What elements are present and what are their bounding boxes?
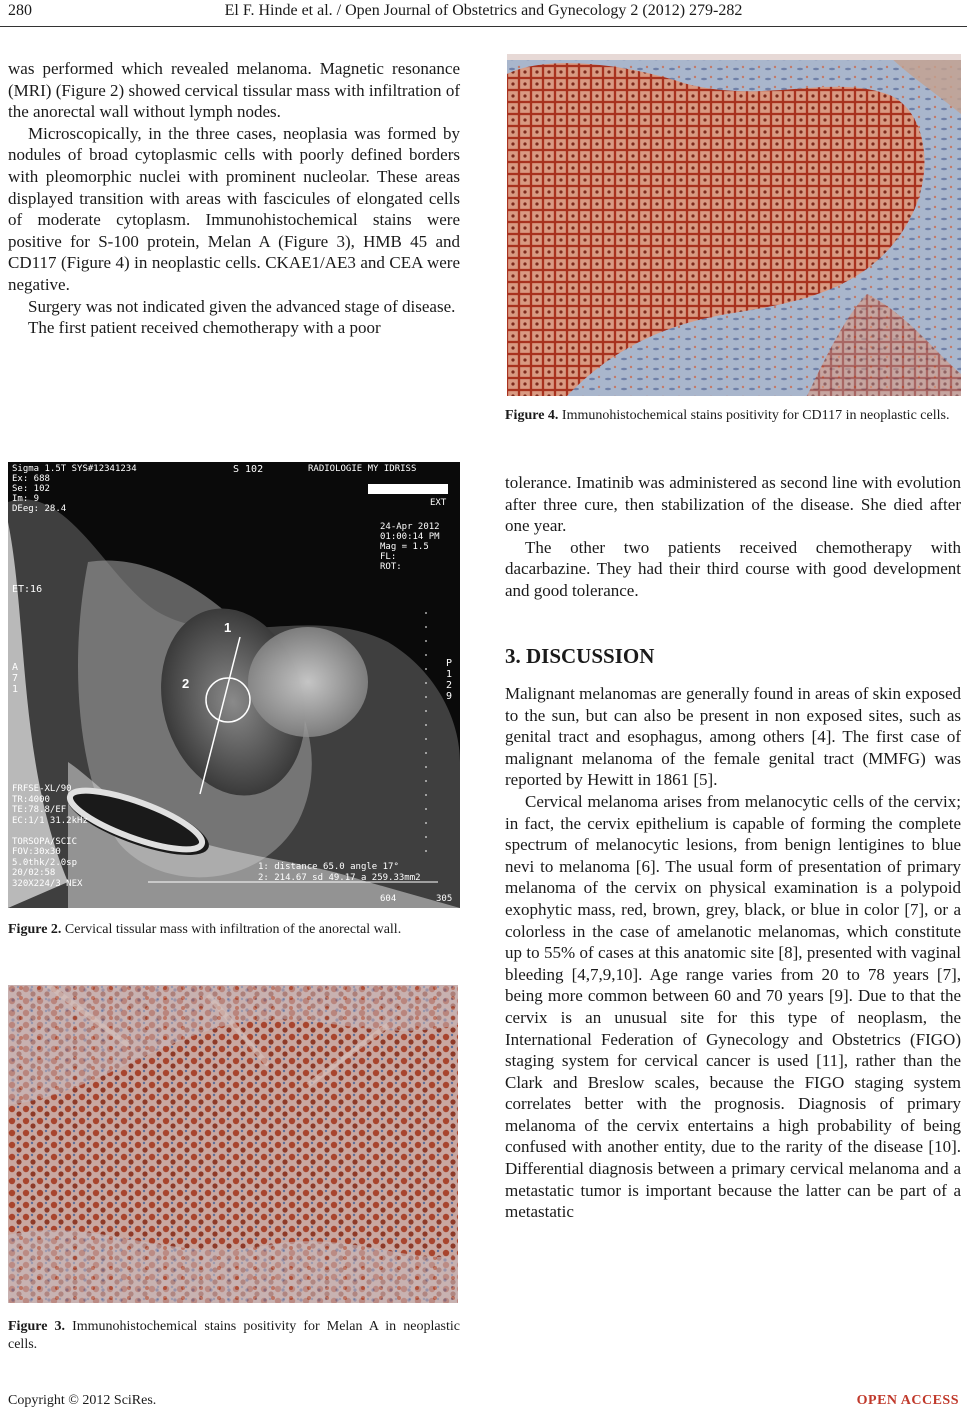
figure-2-caption: [8, 921, 460, 939]
paragraph: Microscopically, in the three cases, neoplasia was formed by nodules of broad cytoplasmic cells with poorly defined borders with pleomorphic nuclei with prominent nucleolar. These areas displayed transition with areas with fascicules of elongated cells of moderate cytoplasm. Immunohistochemical stains were positive for S-100 protein, Melan A (Figure 3), HMB 45 and CD117 (Figure 4) in neoplastic cells. CKAE1/AE3 and CEA were negative.: [8, 123, 460, 294]
mri-time: 01:00:14 PM: [380, 532, 440, 542]
mri-measure-1: 1: distance 65.0 angle 17°: [258, 862, 399, 872]
figure-3-caption: [8, 1318, 460, 1354]
mri-info-line: TE:78.8/EF: [12, 805, 67, 815]
figure-4-caption: [505, 407, 961, 425]
caption-text: Cervical tissular mass with infiltration of the anorectal wall.: [61, 922, 402, 937]
mri-info-line: 5.0thk/2.0sp: [12, 857, 78, 868]
left-column-text: [8, 58, 460, 339]
mri-exam: EXT: [430, 498, 447, 508]
mri-measurements: [258, 862, 421, 884]
copyright: Copyright © 2012 SciRes.: [8, 1393, 157, 1408]
paragraph: Malignant melanomas are generally found in areas of skin exposed to the sun, but can also be present in non exposed sites, such as genital tract and esophagus, among others [4]. The first case of malignant melanoma of the female genital tract (MMFG) was reported by Hewitt in 1861 [5].: [505, 684, 961, 790]
mri-top-left-info: [12, 464, 137, 514]
running-title: El F. Hinde et al. / Open Journal of Obstetrics and Gynecology 2 (2012) 279-282: [224, 2, 743, 19]
mri-orient-num: 129: [446, 669, 453, 702]
mri-slice: S 102: [233, 464, 264, 475]
mri-orient-label: P: [446, 658, 453, 669]
mri-bottom-left-info: [12, 784, 88, 889]
figure-2-mri-image: [8, 462, 460, 908]
figure-label: Figure 2.: [8, 922, 62, 937]
section-heading: 3. DISCUSSION: [505, 644, 655, 668]
mri-info-line: Se: 102: [12, 484, 50, 494]
paragraph: Surgery was not indicated given the advanced stage of disease.: [28, 296, 456, 316]
mri-info-line: FOV:30x30: [12, 847, 61, 857]
mri-info-line: TR:4000: [12, 794, 50, 805]
mri-marker-1: 1: [224, 620, 232, 635]
mri-orient-label: A: [12, 662, 19, 673]
mri-info-line: DEeg: 28.4: [12, 504, 67, 514]
mri-info-line: EC:1/1 31.2kHz: [12, 815, 88, 826]
figure-4-histology-image: [507, 54, 961, 396]
mri-info-line: 20/02:58: [12, 868, 56, 878]
mri-date: 24-Apr 2012: [380, 522, 440, 532]
mri-info-line: Ex: 688: [12, 474, 50, 484]
histology-image-svg: [8, 985, 458, 1303]
figure-3-histology-image: [8, 985, 458, 1303]
mri-info-line: FRFSE-XL/90: [12, 784, 72, 794]
mri-marker-2: 2: [182, 676, 190, 691]
paragraph: Cervical melanoma arises from melanocytic cells of the cervix; in fact, the cervix epithelium is capable of forming the complete spectrum of melanocytic lesions, from benign lentigines to blue nevi to melanoma [6]. The usual form of presentation of primary melanoma of the cervix on physical examination is a polypoid exophytic mass, red, brown, grey, black, or blue in color [7], or a colorless in the case of amelanotic melanomas, which constitute up to 55% of cases at this anatomic site [8], presented with vaginal bleeding [4,7,9,10]. Age range varies from 20 to 78 years [7], being more common between 60 and 70 years [9]. Due to that the cervix is an unusual site for this type of neoplasm, the International Federation of Gynecology and Obstetrics (FIGO) staging system for cervical cancer is used [11], rather than the Clark and Breslow scales, because the FIGO staging system correlates better with the prognosis. Diagnosis of primary melanoma of the cervix entertains a high probability of being confused with another entity, due to the rarity of the disease [10]. Differential diagnosis between a primary cervical melanoma and a metastatic tumor is important because the latter can be part of a metastatic: [505, 791, 961, 1222]
mri-rot: ROT:: [380, 562, 402, 572]
mri-institution: RADIOLOGIE MY IDRISS: [308, 464, 417, 474]
mri-fl: FL:: [380, 552, 397, 562]
histology-image-svg: [507, 54, 961, 396]
page-number: 280: [8, 2, 32, 19]
mri-measure-2: 2: 214.67 sd 49.17 a 259.33mm2: [258, 873, 421, 883]
paragraph: was performed which revealed melanoma. Magnetic resonance (MRI) (Figure 2) showed cervical tissular mass with infiltration of the anorectal wall without lymph nodes.: [8, 59, 460, 122]
paragraph: tolerance. Imatinib was administered as second line with evolution after three cure, then stabilization of the disease. She died after one year.: [505, 473, 961, 536]
mri-orient-num: 71: [12, 673, 19, 695]
figure-label: Figure 4.: [505, 408, 559, 423]
mri-info-line: TORSOPA/SCIC: [12, 836, 78, 847]
mri-right-num: 305: [436, 894, 453, 904]
mri-info-line: [12, 826, 88, 837]
mri-mag: Mag = 1.5: [380, 542, 429, 552]
figure-label: Figure 3.: [8, 1319, 65, 1334]
paragraph: The other two patients received chemotherapy with dacarbazine. They had their third course with good development and good tolerance.: [505, 537, 961, 600]
paragraph: The first patient received chemotherapy with a poor: [28, 318, 381, 338]
mri-et: ET:16: [12, 584, 43, 595]
mri-orientation-p: [446, 658, 454, 702]
right-column-text-top: [505, 472, 961, 602]
caption-text: Immunohistochemical stains positivity for Melan A in neoplastic cells.: [8, 1319, 460, 1352]
header-rule: [0, 26, 967, 27]
mri-info-line: Im: 9: [12, 494, 40, 504]
mri-w-value: 604: [380, 894, 397, 904]
caption-text: Immunohistochemical stains positivity for CD117 in neoplastic cells.: [558, 408, 950, 423]
mri-orientation-a: [12, 662, 20, 695]
open-access-badge: OPEN ACCESS: [856, 1393, 959, 1408]
mri-info-line: 320X224/3 NEX: [12, 878, 83, 889]
mri-datetime: [380, 522, 440, 572]
mri-info-line: Sigma 1.5T SYS#12341234: [12, 464, 137, 474]
right-column-text-bottom: [505, 683, 961, 1223]
